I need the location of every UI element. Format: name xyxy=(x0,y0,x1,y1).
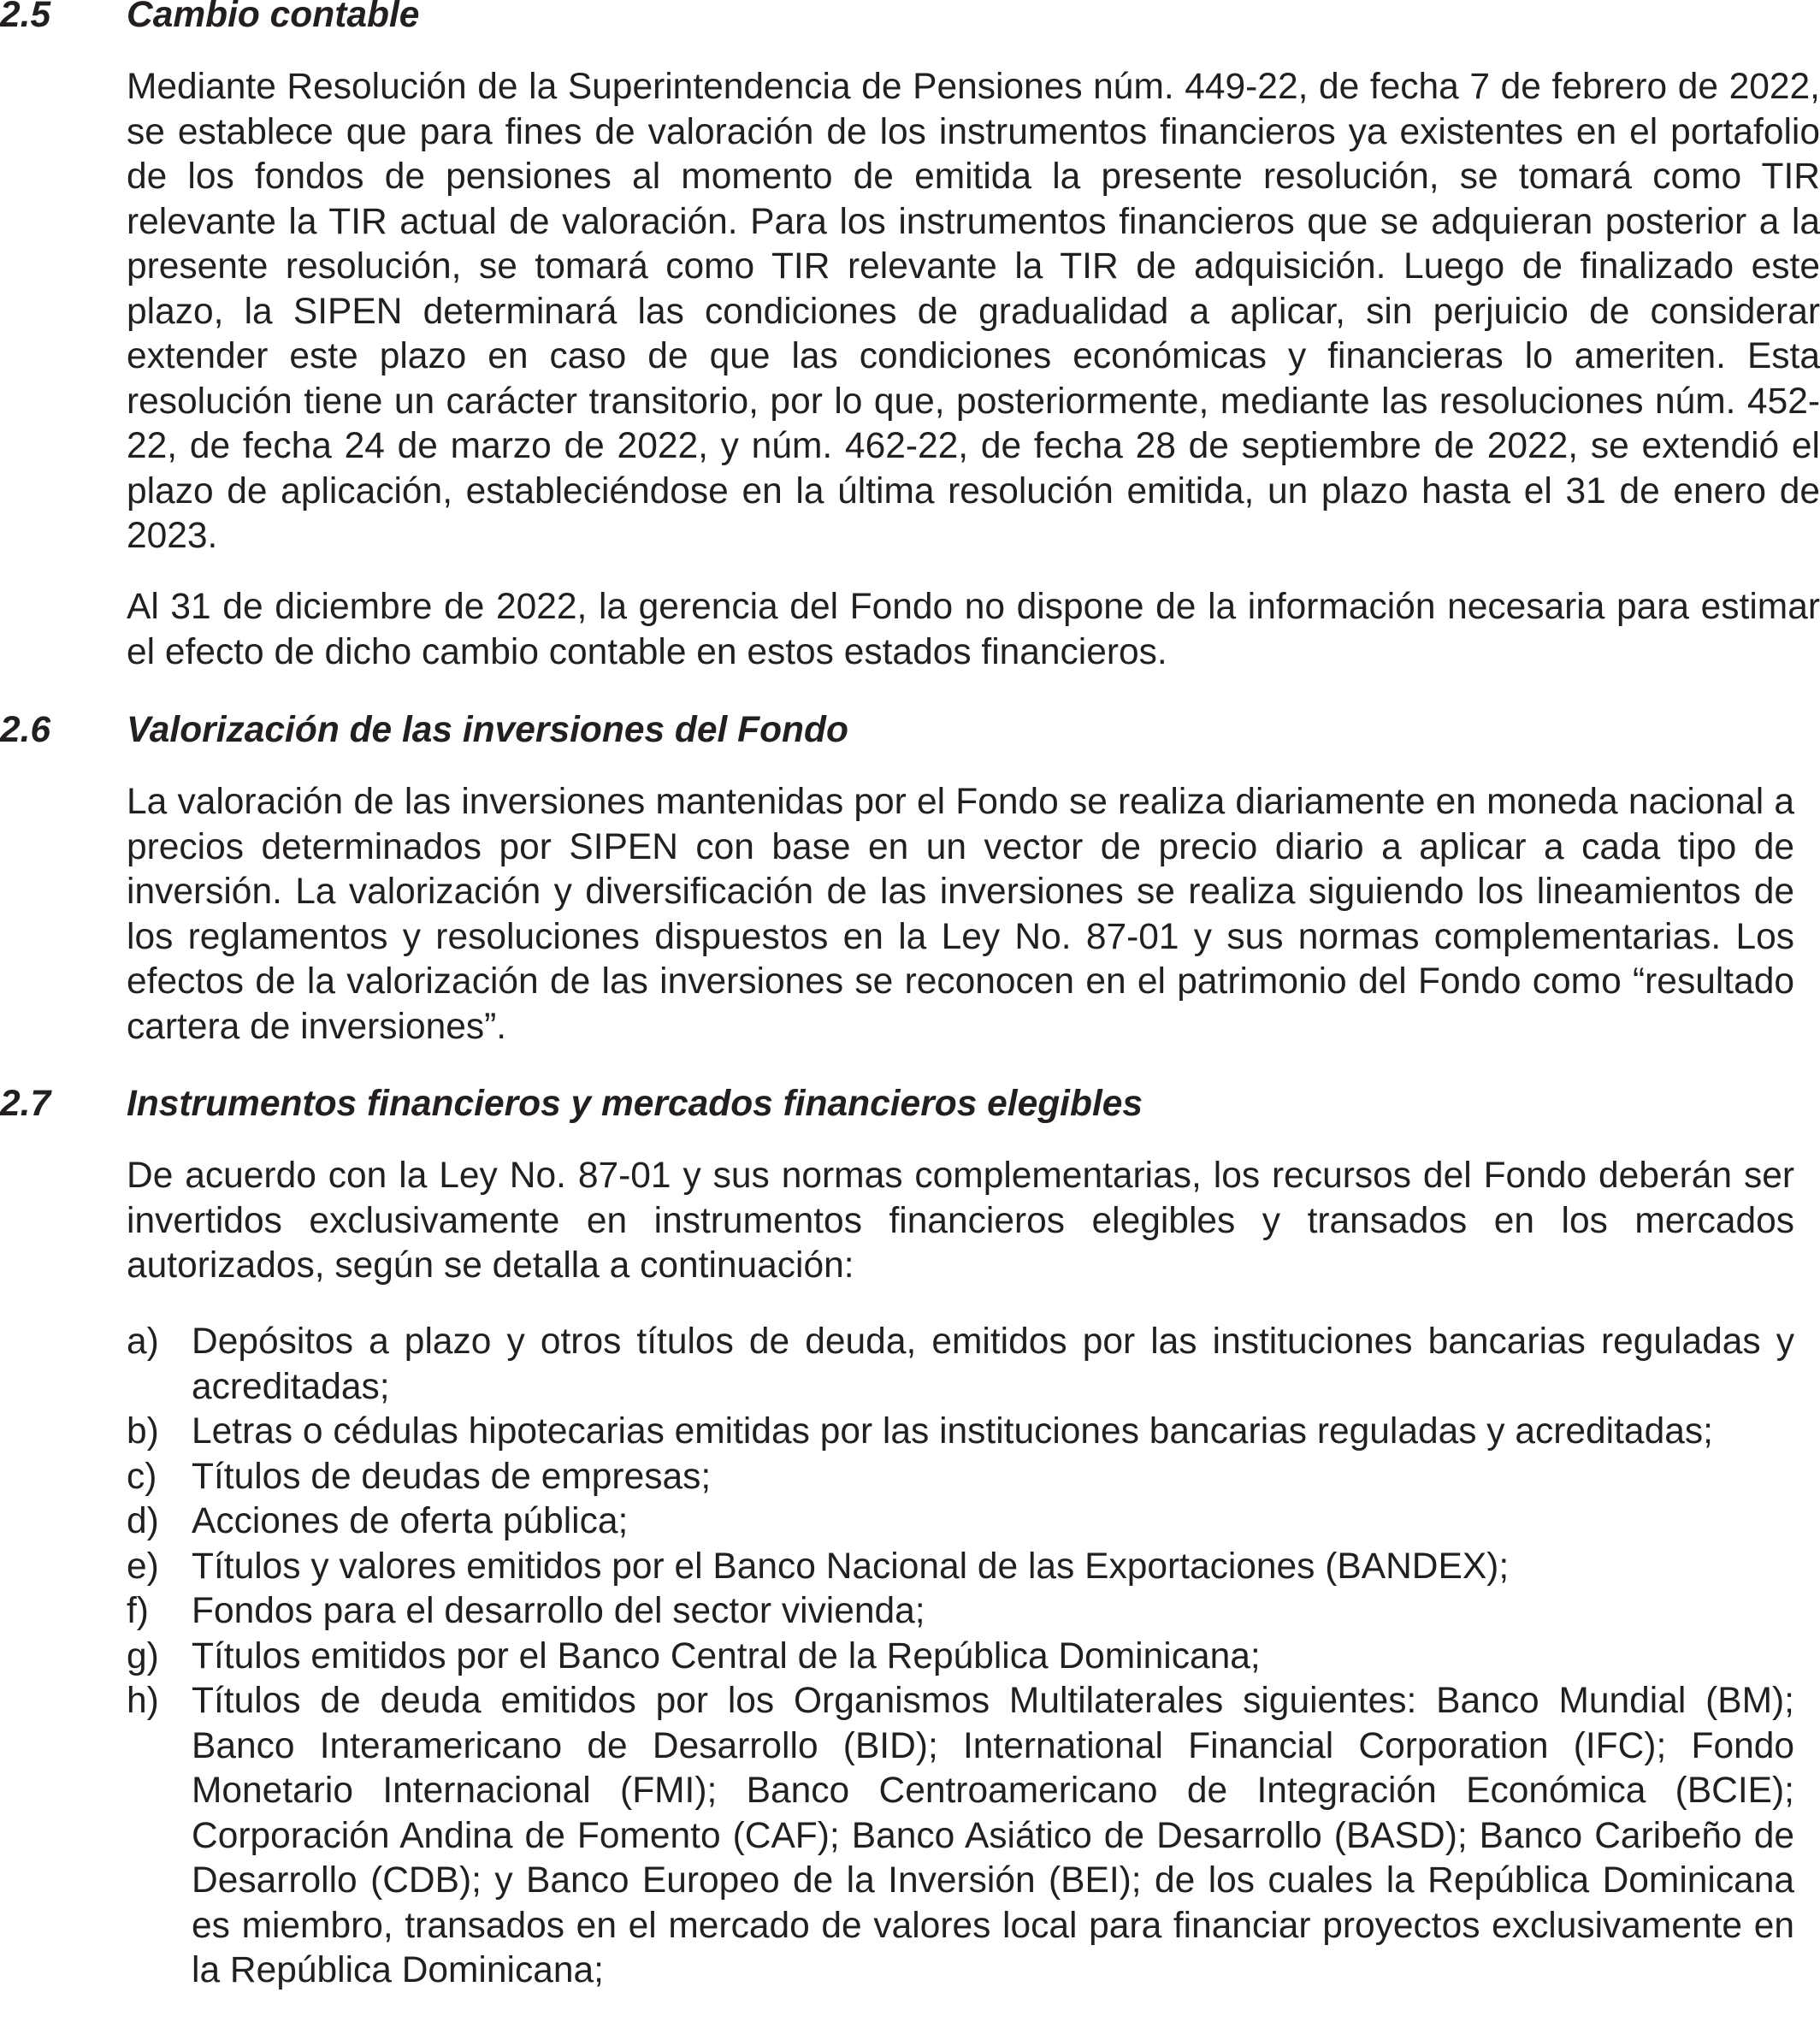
list-marker: b) xyxy=(127,1411,159,1452)
list-marker: h) xyxy=(127,1681,159,1721)
list-item xyxy=(127,1320,1794,1410)
paragraph: De acuerdo con la Ley No. 87-01 y sus normas complementarias, los recursos del Fondo deberán ser invertidos exclusivamente en instrumentos financieros elegibles y transados en los mercados autorizados, según se detalla a continuación: xyxy=(127,1156,1794,1286)
section-title: Instrumentos financieros y mercados financieros elegibles xyxy=(127,1084,1143,1124)
section-number: 2.5 xyxy=(0,0,51,35)
list-item-text: Títulos y valores emitidos por el Banco Nacional de las Exportaciones (BANDEX); xyxy=(192,1546,1510,1587)
list-item xyxy=(127,1635,1794,1680)
list-item-text: Títulos emitidos por el Banco Central de la República Dominicana; xyxy=(192,1635,1261,1676)
paragraph: Mediante Resolución de la Superintendencia de Pensiones núm. 449-22, de fecha 7 de febrero de 2022, se establece que para fines de valoración de los instrumentos financieros ya existentes en el portafolio de los fondos de pensiones al momento de emitida la presente resolución, se tomará como TIR relevante la TIR actual de valoración. Para los instrumentos financieros que se adquieran posterior a la presente resolución, se tomará como TIR relevante la TIR de adquisición. Luego de finalizado este plazo, la SIPEN determinará las condiciones de gradualidad a aplicar, sin perjuicio de considerar extender este plazo en caso de que las condiciones económicas y financieras lo ameriten. Esta resolución tiene un carácter transitorio, por lo que, posteriormente, mediante las resoluciones núm. 452-22, de fecha 24 de marzo de 2022, y núm. 462-22, de fecha 28 de septiembre de 2022, se extendió el plazo de aplicación, estableciéndose en la última resolución emitida, un plazo hasta el 31 de enero de 2023. xyxy=(127,67,1820,556)
list-item-text: Títulos de deudas de empresas; xyxy=(192,1456,712,1497)
list-item-text: Letras o cédulas hipotecarias emitidas por las instituciones bancarias reguladas y acreditadas; xyxy=(192,1411,1713,1452)
paragraph: Al 31 de diciembre de 2022, la gerencia del Fondo no dispone de la información necesaria para estimar el efecto de dicho cambio contable en estos estados financieros. xyxy=(127,587,1820,672)
paragraph: La valoración de las inversiones mantenidas por el Fondo se realiza diariamente en moneda nacional a precios determinados por SIPEN con base en un vector de precio diario a aplicar a cada tipo de inversión. La valorización y diversificación de las inversiones se realiza siguiendo los lineamientos de los reglamentos y resoluciones dispuestos en la Ley No. 87-01 y sus normas complementarias. Los efectos de la valorización de las inversiones se reconocen en el patrimonio del Fondo como “resultado cartera de inversiones”. xyxy=(127,782,1794,1047)
list-marker: f) xyxy=(127,1591,149,1631)
list-marker: g) xyxy=(127,1635,159,1676)
section-title: Valorización de las inversiones del Fondo xyxy=(127,710,848,750)
list-item xyxy=(127,1589,1794,1635)
section-number: 2.7 xyxy=(0,1084,51,1124)
list-item xyxy=(127,1679,1794,1994)
list-marker: e) xyxy=(127,1546,159,1587)
list-item-text: Títulos de deuda emitidos por los Organismos Multilaterales siguientes: Banco Mundial (BM); Banco Interamericano de Desarrollo (BID); International Financial Corporation (IFC); Fondo Monetario Internacional (FMI); Banco Centroamericano de Integración Económica (BCIE); Corporación Andina de Fomento (CAF); Banco Asiático de Desarrollo (BASD); Banco Caribeño de Desarrollo (CDB); y Banco Europeo de la Inversión (BEI); de los cuales la República Dominicana es miembro, transados en el mercado de valores local para financiar proyectos exclusivamente en la República Dominicana; xyxy=(192,1681,1794,1990)
section-title: Cambio contable xyxy=(127,0,420,35)
list-item-text: Acciones de oferta pública; xyxy=(192,1501,629,1541)
list-item xyxy=(127,1499,1794,1545)
list-item xyxy=(127,1410,1794,1455)
list-item xyxy=(127,1545,1794,1590)
list-marker: a) xyxy=(127,1322,159,1362)
list-item xyxy=(127,1455,1794,1500)
section-number: 2.6 xyxy=(0,710,51,750)
list-item-text: Fondos para el desarrollo del sector vivienda; xyxy=(192,1591,925,1631)
list-marker: c) xyxy=(127,1456,157,1497)
list-item-text: Depósitos a plazo y otros títulos de deuda, emitidos por las instituciones bancarias reguladas y acreditadas; xyxy=(192,1322,1794,1407)
eligible-instruments-list xyxy=(127,1320,1794,1994)
list-marker: d) xyxy=(127,1501,159,1541)
